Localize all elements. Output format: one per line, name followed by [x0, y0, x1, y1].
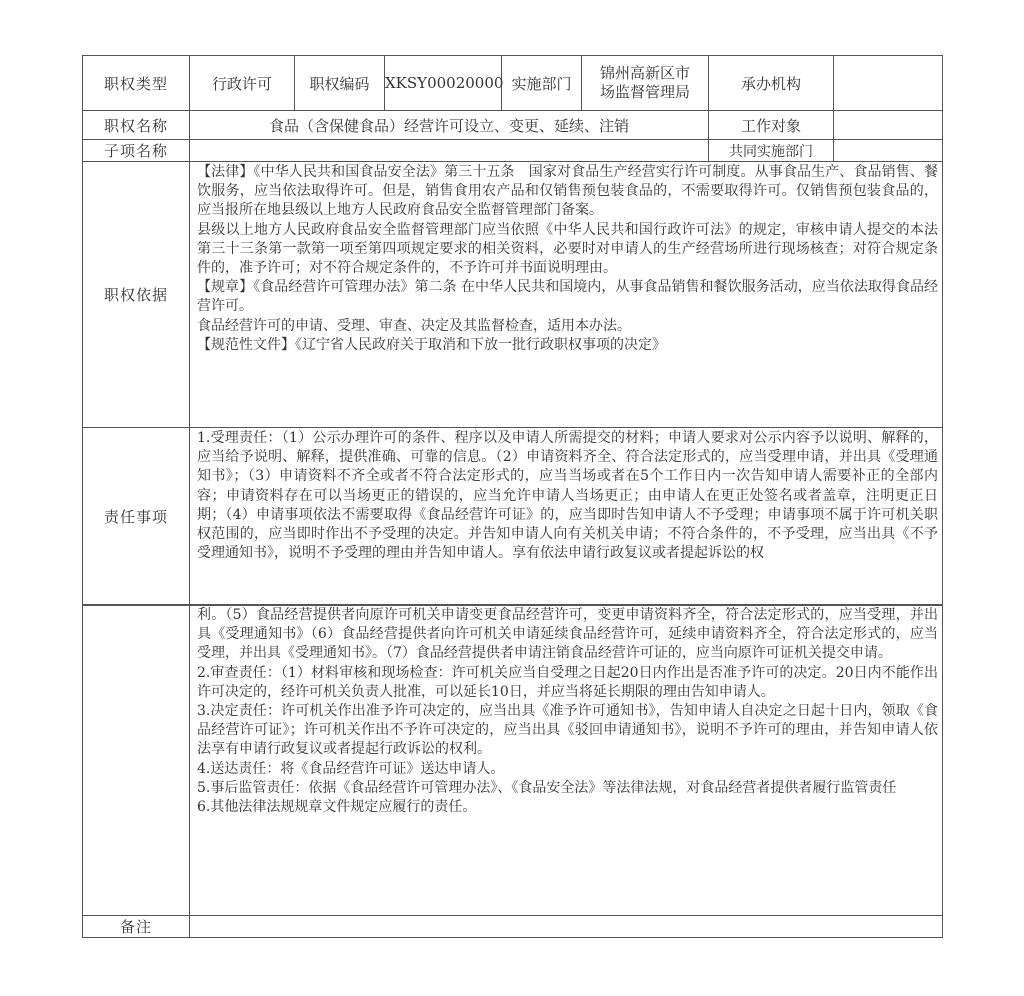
- duty-row-part1: [83, 428, 943, 606]
- joint-value: [834, 140, 943, 162]
- type-label: 职权类型: [83, 56, 190, 111]
- sub-value: [190, 140, 709, 162]
- duty-label: 责任事项: [83, 428, 190, 606]
- target-value: [834, 111, 943, 140]
- dept-value: [582, 56, 709, 111]
- name-label: 职权名称: [83, 111, 190, 140]
- basis-paragraph: 食品经营许可的申请、受理、审查、决定及其监督检查，适用本办法。: [197, 317, 631, 334]
- basis-paragraph: 【规范性文件】《辽宁省人民政府关于取消和下放一批行政职权事项的决定》: [197, 336, 666, 353]
- duty-paragraph: 6.其他法律法规规章文件规定应履行的责任。: [197, 799, 477, 816]
- agency-label: 承办机构: [709, 56, 834, 111]
- basis-content: [190, 162, 943, 428]
- basis-paragraph: 县级以上地方人民政府食品安全监督管理部门应当依照《中华人民共和国行政许可法》的规定，审核申请人提交的本法第三十三条第一款第一项至第四项规定要求的相关资料，必要时对申请人的生产经营场所进行现场核查；对符合规定条件的，准予许可；对不符合规定条件的，不予许可并书面说明理由。: [197, 221, 938, 277]
- basis-paragraph: 【规章】《食品经营许可管理办法》第二条 在中华人民共和国境内，从事食品销售和餐饮服务活动，应当依法取得食品经营许可。: [197, 279, 938, 315]
- joint-label: 共同实施部门: [709, 140, 834, 162]
- dept-value-line1: 锦州高新区市: [599, 64, 690, 82]
- header-row-sub: [83, 140, 943, 162]
- duty-paragraph: 3.决定责任：许可机关作出准予许可决定的，应当出具《准予许可通知书》，告知申请人自决定之日起十日内，领取《食品经营许可证》；许可机关作出不予许可决定的，应当出具《驳回申请通知书》，说明不予许可的理由，并告知申请人依法享有申请行政复议或者提起行政诉讼的权利。: [197, 703, 938, 758]
- authority-table-page-2: [82, 604, 943, 938]
- type-value: 行政许可: [190, 56, 295, 111]
- header-row-type: [83, 56, 943, 111]
- duty-paragraph: 5.事后监管责任：依据《食品经营许可管理办法》、《食品安全法》等法律法规，对食品经营者提供者履行监管责任: [197, 779, 897, 796]
- duty-label-continued: [83, 605, 190, 916]
- dept-value-line2: 场监督管理局: [599, 83, 690, 101]
- basis-paragraph: 【法律】《中华人民共和国食品安全法》第三十五条 国家对食品生产经营实行许可制度。从事食品生产、食品销售、餐饮服务，应当依法取得许可。但是，销售食用农产品和仅销售预包装食品的，不需要取得许可。仅销售预包装食品的，应当报所在地县级以上地方人民政府食品安全监督管理部门备案。: [197, 164, 938, 219]
- name-value: 食品（含保健食品）经营许可设立、变更、延续、注销: [190, 111, 709, 140]
- dept-label: 实施部门: [502, 56, 582, 111]
- code-value: XKSY00020000: [385, 56, 502, 111]
- duty-row-part2: [83, 605, 943, 916]
- remark-row: [83, 916, 943, 938]
- authority-table-page-1: [82, 55, 943, 606]
- sub-label: 子项名称: [83, 140, 190, 162]
- agency-value: [834, 56, 943, 111]
- target-label: 工作对象: [709, 111, 834, 140]
- basis-label: 职权依据: [83, 162, 190, 428]
- duty-paragraph: 1.受理责任：（1）公示办理许可的条件、程序以及申请人所需提交的材料；申请人要求对公示内容予以说明、解释的，应当给予说明、解释，提供准确、可靠的信息。（2）申请资料齐全、符合法定形式的，应当受理申请，并出具《受理通知书》；（3）申请资料不齐全或者不符合法定形式的，应当当场或者在5个工作日内一次告知申请人需要补正的全部内容；申请资料存在可以当场更正的错误的，应当允许申请人当场更正；由申请人在更正处签名或者盖章，注明更正日期；（4）申请事项依法不需要取得《食品经营许可证》的，应当即时告知申请人不予受理；申请事项不属于许可机关职权范围的，应当即时作出不予受理的决定。并告知申请人向有关机关申请；不符合条件的，不予受理，应当出具《不予受理通知书》，说明不予受理的理由并告知申请人。享有依法申请行政复议或者提起诉讼的权: [197, 430, 938, 562]
- header-row-name: [83, 111, 943, 140]
- code-label: 职权编码: [295, 56, 385, 111]
- duty-paragraph: 利。（5）食品经营提供者向原许可机关申请变更食品经营许可，变更申请资料齐全，符合法定形式的，应当受理，并出具《受理通知书》（6）食品经营提供者向许可机关申请延续食品经营许可，延续申请资料齐全，符合法定形式的，应当受理，并出具《受理通知书》。（7）食品经营提供者申请注销食品经营许可证的，应当向原许可证机关提交申请。: [197, 607, 938, 662]
- duty-content-part2: [190, 605, 943, 916]
- remark-label: 备注: [83, 916, 190, 938]
- basis-row: [83, 162, 943, 428]
- duty-content-part1: [190, 428, 943, 606]
- duty-paragraph: 4.送达责任：将《食品经营许可证》送达申请人。: [197, 760, 505, 777]
- remark-value: [190, 916, 943, 938]
- duty-paragraph: 2.审查责任：（1）材料审核和现场检查：许可机关应当自受理之日起20日内作出是否准予许可的决定。20日内不能作出许可决定的，经许可机关负责人批准，可以延长10日，并应当将延长期限的理由告知申请人。: [197, 664, 938, 700]
